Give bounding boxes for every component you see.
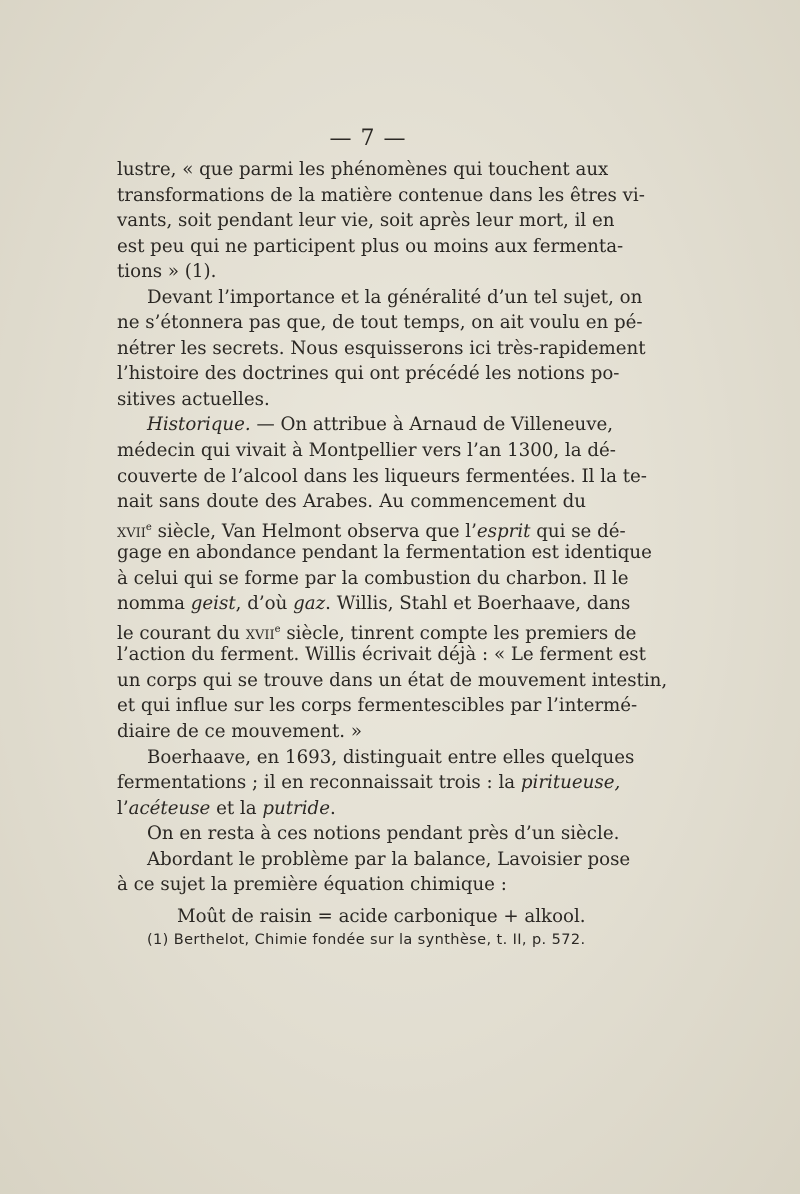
text-run: le courant du [117, 622, 246, 644]
text-run: qui se dé- [530, 520, 626, 542]
text-run: et la [210, 797, 263, 819]
text-run: , d’où [235, 593, 294, 615]
text-line: ne s’étonnera pas que, de tout temps, on ait voulu en pé- [117, 312, 643, 334]
italic-term: putride [262, 797, 330, 819]
italic-term: geist [190, 593, 236, 615]
text-line: nétrer les secrets. Nous esquisserons ici très-rapidement [117, 337, 646, 359]
century-numeral: xvii [117, 520, 146, 542]
text-line [117, 796, 586, 822]
text-line: diaire de ce mouvement. » [117, 721, 362, 743]
superscript: e [145, 521, 152, 533]
body-text [117, 157, 668, 929]
text-line: à celui qui se forme par la combustion du charbon. Il le [117, 567, 629, 589]
text-line: transformations de la matière contenue dans les êtres vi- [117, 184, 645, 206]
page-number: — 7 — [329, 126, 407, 151]
text-line: un corps qui se trouve dans un état de mouvement intestin, [117, 669, 668, 691]
paragraph-start-line: Devant l’importance et la généralité d’un tel sujet, on [147, 286, 643, 308]
text-line: sitives actuelles. [117, 388, 270, 410]
text-line: et qui influe sur les corps fermentescibles par l’intermé- [117, 695, 638, 717]
text-line: médecin qui vivait à Montpellier vers l’an 1300, la dé- [117, 440, 616, 462]
superscript: e [274, 623, 281, 635]
text-line: à ce sujet la première équation chimique : [117, 874, 507, 896]
text-run: l’ [117, 797, 129, 819]
text-line: couverte de l’alcool dans les liqueurs fermentées. Il la te- [117, 465, 647, 487]
italic-term: piritueuse, [520, 772, 621, 794]
text-line: nait sans doute des Arabes. Au commencement du [117, 491, 586, 513]
text-line: l’histoire des doctrines qui ont précédé les notions po- [117, 363, 620, 385]
text-run: . Willis, Stahl et Boerhaave, dans [325, 593, 631, 615]
text-line: gage en abondance pendant la fermentation est identique [117, 542, 652, 564]
paragraph-start-line: Abordant le problème par la balance, Lavoisier pose [147, 848, 631, 870]
italic-term: acéteuse [128, 797, 211, 819]
text-line [117, 515, 626, 542]
text-run: nomma [117, 593, 191, 615]
paragraph-start-line: On en resta à ces notions pendant près d’un siècle. [147, 823, 620, 845]
text-line [117, 770, 621, 796]
italic-term: gaz [293, 593, 326, 615]
text-run: . [329, 797, 336, 819]
paragraph-start-line: Boerhaave, en 1693, distinguait entre elles quelques [147, 746, 635, 768]
text-line: lustre, « que parmi les phénomènes qui touchent aux [117, 159, 609, 180]
text-run: siècle, tinrent compte les premiers de [280, 622, 637, 644]
text-line: tions » (1). [117, 261, 217, 283]
century-numeral: xvii [245, 622, 275, 644]
text-line: vants, soit pendant leur vie, soit après leur mort, il en [117, 210, 615, 232]
text-run: fermentations ; il en reconnaissait trois : la [117, 772, 521, 794]
footnote: (1) Berthelot, Chimie fondée sur la synthèse, t. II, p. 572. [147, 932, 586, 948]
chemical-equation: Moût de raisin = acide carbonique + alkool. [177, 905, 586, 927]
text-line: l’action du ferment. Willis écrivait déjà : « Le ferment est [117, 644, 646, 666]
text-line [117, 617, 637, 644]
section-heading-line [117, 412, 614, 438]
italic-term: esprit [476, 520, 531, 542]
text-run: siècle, Van Helmont observa que l’ [151, 520, 477, 542]
section-title-historique: Historique. [147, 414, 251, 436]
text-run: — On attribue à Arnaud de Villeneuve, [250, 414, 614, 436]
text-line: est peu qui ne participent plus ou moins aux fermenta- [117, 235, 624, 257]
text-line [117, 591, 631, 617]
